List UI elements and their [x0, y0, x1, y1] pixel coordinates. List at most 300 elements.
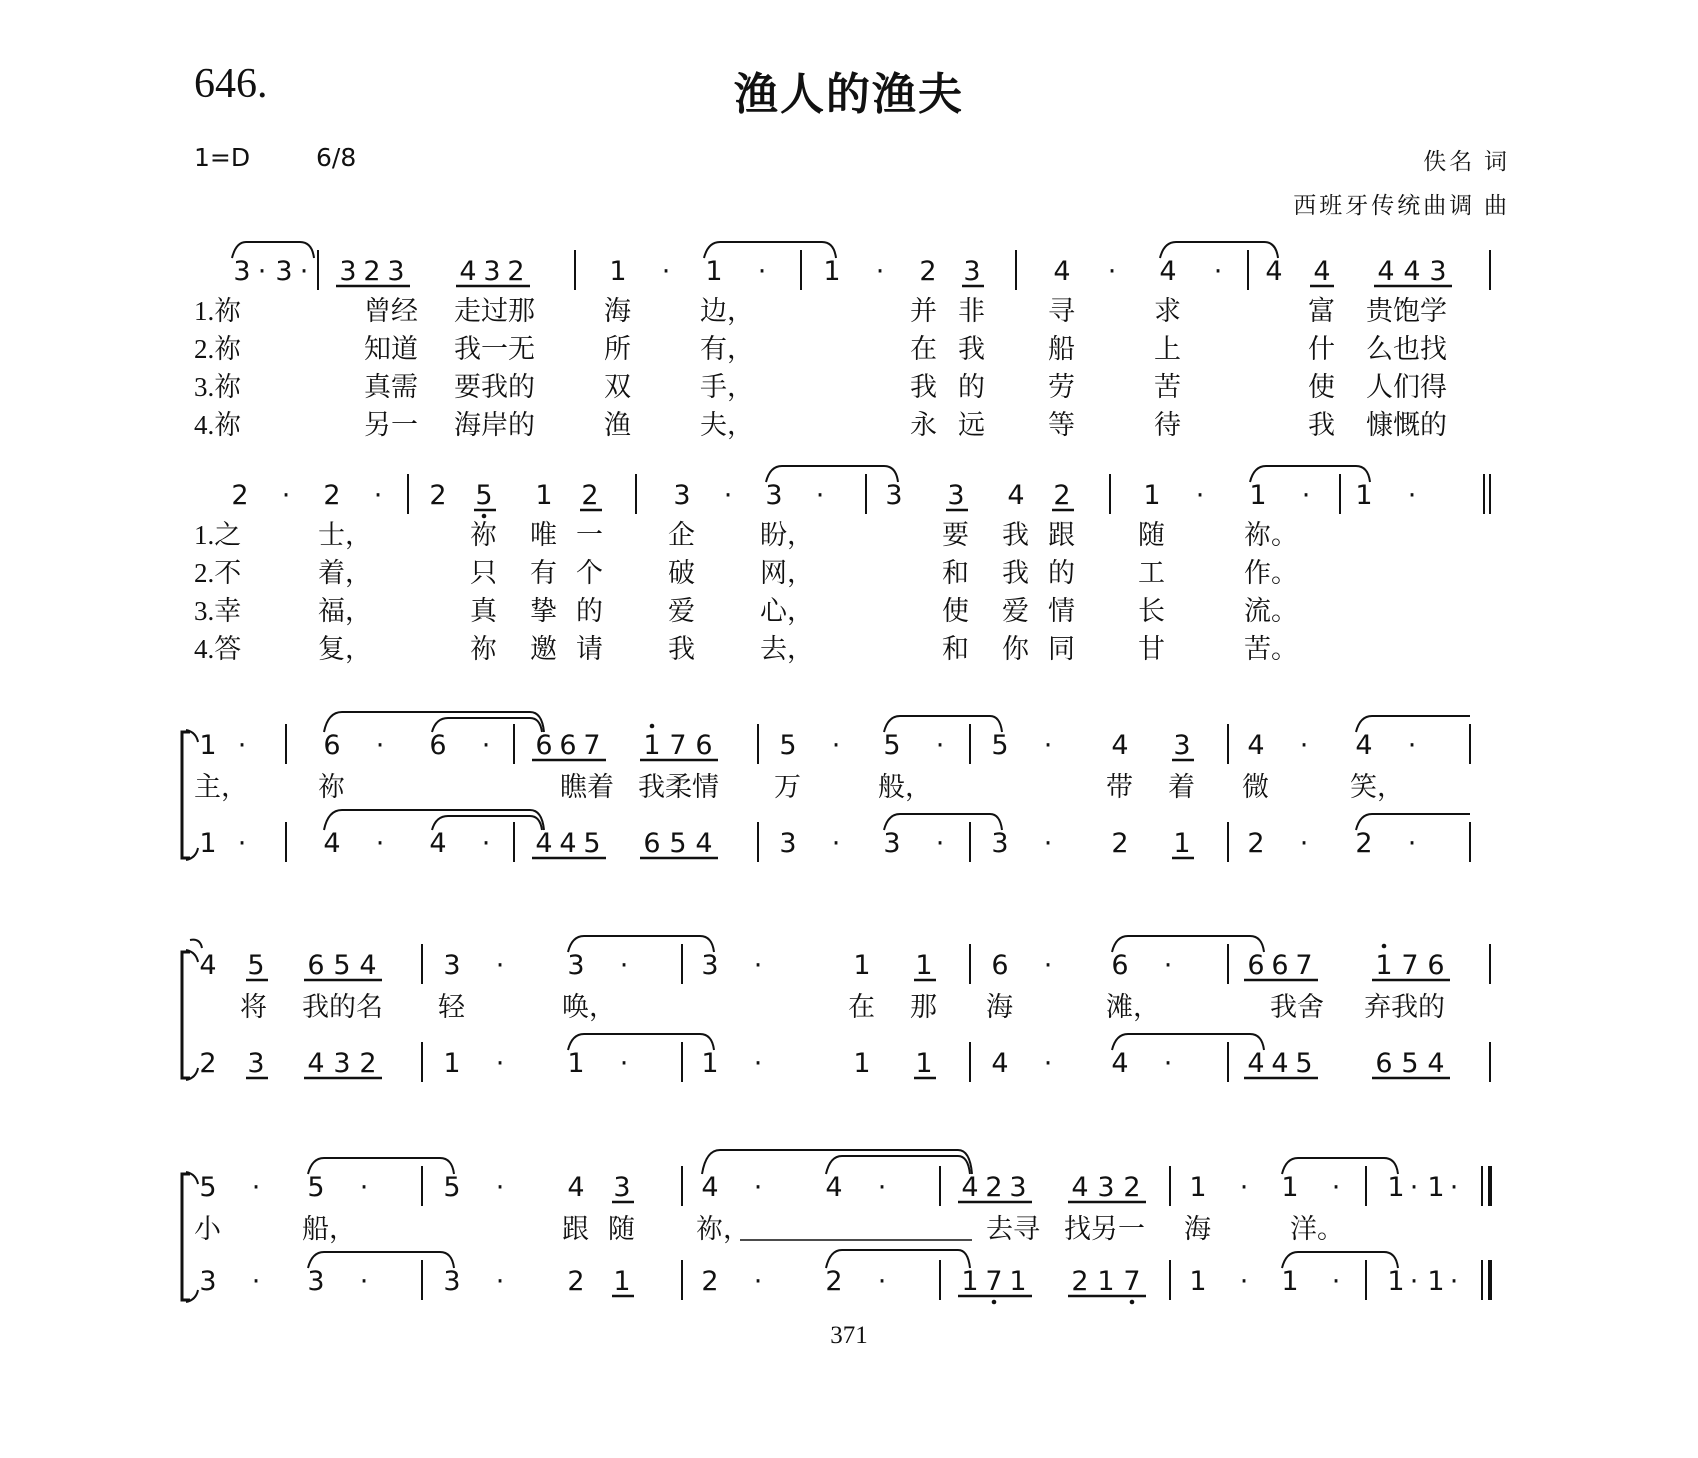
svg-text:·: ·: [619, 950, 629, 981]
svg-text:5: 5: [199, 1172, 217, 1203]
svg-text:并: 并: [910, 296, 937, 326]
svg-text:6: 6: [1111, 950, 1129, 981]
svg-text:1: 1: [1427, 1266, 1445, 1297]
svg-text:·: ·: [1043, 1048, 1053, 1079]
svg-text:4: 4: [1111, 730, 1129, 761]
svg-text:·: ·: [831, 730, 841, 761]
svg-text:将: 将: [240, 992, 267, 1022]
svg-text:·: ·: [1331, 1172, 1341, 1203]
svg-text:·: ·: [831, 828, 841, 859]
svg-text:长: 长: [1138, 596, 1165, 626]
system-3: [182, 712, 1470, 862]
svg-text:4: 4: [199, 950, 217, 981]
svg-text:1: 1: [1143, 480, 1161, 511]
svg-text:4: 4: [1265, 256, 1283, 287]
svg-text:复，: 复，: [318, 634, 372, 664]
svg-text:作。: 作。: [1244, 558, 1298, 588]
svg-text:轻: 轻: [438, 992, 465, 1022]
svg-text:·: ·: [251, 1266, 261, 1297]
svg-text:寻: 寻: [1048, 296, 1075, 326]
svg-text:6: 6: [1271, 950, 1289, 981]
svg-text:要: 要: [942, 520, 969, 550]
svg-text:海: 海: [986, 992, 1013, 1022]
svg-text:企: 企: [668, 520, 695, 550]
svg-text:去，: 去，: [760, 634, 814, 664]
svg-text:1: 1: [1281, 1172, 1299, 1203]
svg-text:7: 7: [669, 730, 687, 761]
svg-text:2: 2: [919, 256, 937, 287]
system-5: [182, 1150, 1490, 1304]
svg-text:3.祢: 3.祢: [194, 372, 242, 402]
svg-text:4: 4: [429, 828, 447, 859]
hymn-number: 646.: [194, 61, 268, 107]
svg-text:·: ·: [495, 1048, 505, 1079]
svg-text:·: ·: [495, 1266, 505, 1297]
svg-text:1: 1: [823, 256, 841, 287]
svg-text:2: 2: [1071, 1266, 1089, 1297]
svg-text:·: ·: [1409, 1266, 1419, 1297]
svg-text:6: 6: [991, 950, 1009, 981]
svg-text:爱: 爱: [1002, 596, 1029, 626]
svg-text:5: 5: [443, 1172, 461, 1203]
svg-text:1: 1: [1387, 1172, 1405, 1203]
svg-text:慷慨的: 慷慨的: [1366, 410, 1447, 440]
svg-text:1: 1: [915, 950, 933, 981]
composer-credit: 西班牙传统曲调 曲: [1293, 193, 1510, 218]
svg-text:笑，: 笑，: [1350, 772, 1404, 802]
svg-text:找另一: 找另一: [1064, 1214, 1145, 1244]
svg-text:1.之: 1.之: [194, 520, 242, 550]
svg-text:·: ·: [495, 950, 505, 981]
svg-text:·: ·: [935, 730, 945, 761]
svg-text:邀: 邀: [530, 634, 557, 664]
svg-text:3: 3: [339, 256, 357, 287]
svg-text:祢，: 祢，: [696, 1214, 750, 1244]
svg-text:·: ·: [481, 828, 491, 859]
svg-text:1: 1: [1173, 828, 1191, 859]
verse-lyrics: [194, 520, 1298, 664]
svg-text:福，: 福，: [318, 596, 372, 626]
svg-text:·: ·: [935, 828, 945, 859]
svg-text:士，: 士，: [318, 520, 372, 550]
svg-text:2: 2: [825, 1266, 843, 1297]
svg-text:3: 3: [885, 480, 903, 511]
svg-text:海: 海: [1184, 1214, 1211, 1244]
svg-text:船: 船: [1048, 334, 1075, 364]
svg-text:个: 个: [576, 558, 603, 588]
svg-text:我的名: 我的名: [302, 992, 383, 1022]
svg-text:3: 3: [883, 828, 901, 859]
svg-text:·: ·: [359, 1266, 369, 1297]
svg-text:·: ·: [1163, 950, 1173, 981]
svg-text:1: 1: [1281, 1266, 1299, 1297]
svg-text:主，: 主，: [194, 772, 248, 802]
svg-text:另一: 另一: [364, 410, 418, 440]
svg-text:3: 3: [247, 1048, 265, 1079]
svg-text:6: 6: [1375, 1048, 1393, 1079]
svg-text:·: ·: [723, 480, 733, 511]
svg-text:·: ·: [753, 1266, 763, 1297]
svg-text:知道: 知道: [364, 334, 418, 364]
svg-text:4: 4: [1377, 256, 1395, 287]
svg-text:4: 4: [567, 1172, 585, 1203]
svg-text:2: 2: [1111, 828, 1129, 859]
svg-text:6: 6: [429, 730, 447, 761]
svg-text:2: 2: [199, 1048, 217, 1079]
svg-text:7: 7: [985, 1266, 1003, 1297]
notation-row: [231, 466, 1490, 518]
svg-text:4: 4: [1313, 256, 1331, 287]
svg-text:4: 4: [559, 828, 577, 859]
svg-text:4: 4: [1247, 730, 1265, 761]
svg-text:7: 7: [1123, 1266, 1141, 1297]
svg-text:·: ·: [1195, 480, 1205, 511]
svg-text:心，: 心，: [760, 596, 814, 626]
svg-text:6: 6: [323, 730, 341, 761]
svg-text:在: 在: [848, 992, 875, 1022]
svg-text:4.答: 4.答: [194, 634, 242, 664]
svg-text:2: 2: [323, 480, 341, 511]
svg-text:破: 破: [668, 558, 695, 588]
svg-text:随: 随: [608, 1214, 635, 1244]
svg-text:·: ·: [753, 950, 763, 981]
svg-text:船，: 船，: [302, 1214, 356, 1244]
svg-text:·: ·: [495, 1172, 505, 1203]
svg-text:1: 1: [1097, 1266, 1115, 1297]
svg-text:2: 2: [359, 1048, 377, 1079]
svg-text:3: 3: [233, 256, 251, 287]
svg-text:我: 我: [1002, 558, 1029, 588]
svg-text:2: 2: [985, 1172, 1003, 1203]
svg-text:着，: 着，: [318, 558, 372, 588]
svg-text:盼，: 盼，: [760, 520, 814, 550]
svg-text:3: 3: [613, 1172, 631, 1203]
svg-text:1: 1: [705, 256, 723, 287]
svg-text:2: 2: [1355, 828, 1373, 859]
svg-text:2: 2: [231, 480, 249, 511]
svg-text:3: 3: [307, 1266, 325, 1297]
svg-text:·: ·: [299, 256, 309, 287]
svg-text:6: 6: [643, 828, 661, 859]
svg-text:1: 1: [1189, 1172, 1207, 1203]
svg-text:带: 带: [1106, 772, 1133, 802]
svg-text:6: 6: [559, 730, 577, 761]
svg-text:·: ·: [237, 828, 247, 859]
svg-text:1: 1: [643, 730, 661, 761]
svg-text:·: ·: [1407, 480, 1417, 511]
svg-text:1: 1: [915, 1048, 933, 1079]
svg-text:祢。: 祢。: [1244, 520, 1298, 550]
svg-text:曾经: 曾经: [364, 296, 418, 326]
svg-text:万: 万: [774, 772, 801, 802]
svg-text:1: 1: [1387, 1266, 1405, 1297]
svg-text:5: 5: [583, 828, 601, 859]
svg-text:去寻: 去寻: [986, 1214, 1040, 1244]
svg-text:6: 6: [535, 730, 553, 761]
svg-text:3: 3: [199, 1266, 217, 1297]
svg-text:劳: 劳: [1048, 372, 1075, 402]
svg-text:微: 微: [1242, 772, 1269, 802]
svg-text:和: 和: [942, 558, 969, 588]
svg-text:·: ·: [619, 1048, 629, 1079]
svg-text:流。: 流。: [1244, 596, 1298, 626]
svg-text:4: 4: [991, 1048, 1009, 1079]
svg-text:·: ·: [753, 1172, 763, 1203]
svg-text:么也找: 么也找: [1366, 334, 1447, 364]
svg-text:甘: 甘: [1138, 634, 1165, 664]
svg-text:小: 小: [194, 1214, 221, 1244]
svg-text:1: 1: [1009, 1266, 1027, 1297]
svg-text:4.祢: 4.祢: [194, 410, 242, 440]
svg-text:·: ·: [1043, 730, 1053, 761]
svg-text:6: 6: [695, 730, 713, 761]
svg-text:5: 5: [669, 828, 687, 859]
svg-text:我柔情: 我柔情: [638, 772, 719, 802]
svg-text:求: 求: [1154, 296, 1181, 326]
svg-text:5: 5: [1295, 1048, 1313, 1079]
svg-text:·: ·: [1299, 730, 1309, 761]
svg-text:苦。: 苦。: [1244, 634, 1298, 664]
svg-text:般，: 般，: [878, 772, 932, 802]
svg-text:和: 和: [942, 634, 969, 664]
svg-text:1: 1: [1189, 1266, 1207, 1297]
svg-text:的: 的: [576, 596, 603, 626]
svg-text:海岸的: 海岸的: [454, 410, 535, 440]
svg-text:唤，: 唤，: [562, 992, 616, 1022]
svg-text:4: 4: [1159, 256, 1177, 287]
svg-text:情: 情: [1048, 596, 1075, 626]
svg-text:走过那: 走过那: [454, 296, 535, 326]
svg-text:网，: 网，: [760, 558, 814, 588]
svg-text:1: 1: [567, 1048, 585, 1079]
svg-text:7: 7: [1401, 950, 1419, 981]
svg-text:3: 3: [947, 480, 965, 511]
svg-text:跟: 跟: [562, 1214, 589, 1244]
svg-text:5: 5: [779, 730, 797, 761]
svg-text:4: 4: [323, 828, 341, 859]
svg-text:只: 只: [470, 558, 497, 588]
svg-text:4: 4: [1247, 1048, 1265, 1079]
svg-text:·: ·: [875, 256, 885, 287]
verse-lyrics: [194, 296, 1447, 440]
svg-text:·: ·: [1449, 1172, 1459, 1203]
svg-text:1: 1: [613, 1266, 631, 1297]
svg-text:4: 4: [359, 950, 377, 981]
svg-text:3: 3: [1097, 1172, 1115, 1203]
svg-text:远: 远: [958, 410, 985, 440]
svg-text:永: 永: [910, 410, 937, 440]
svg-text:·: ·: [1043, 950, 1053, 981]
svg-text:3: 3: [333, 1048, 351, 1079]
svg-text:6: 6: [1427, 950, 1445, 981]
svg-text:富: 富: [1308, 296, 1335, 326]
svg-text:·: ·: [1213, 256, 1223, 287]
svg-text:·: ·: [753, 1048, 763, 1079]
svg-text:2: 2: [701, 1266, 719, 1297]
svg-text:我: 我: [668, 634, 695, 664]
svg-text:一: 一: [576, 520, 603, 550]
svg-text:挚: 挚: [530, 596, 557, 626]
svg-text:·: ·: [1239, 1172, 1249, 1203]
svg-text:·: ·: [373, 480, 383, 511]
svg-text:3: 3: [673, 480, 691, 511]
svg-text:·: ·: [1239, 1266, 1249, 1297]
svg-text:着: 着: [1168, 772, 1195, 802]
svg-text:随: 随: [1138, 520, 1165, 550]
svg-text:4: 4: [459, 256, 477, 287]
svg-text:·: ·: [1331, 1266, 1341, 1297]
svg-text:我: 我: [1308, 410, 1335, 440]
svg-text:1: 1: [443, 1048, 461, 1079]
svg-text:祢: 祢: [470, 634, 497, 664]
svg-text:3: 3: [779, 828, 797, 859]
svg-text:3: 3: [567, 950, 585, 981]
svg-text:有: 有: [530, 558, 557, 588]
svg-text:弃我的: 弃我的: [1364, 992, 1445, 1022]
svg-text:瞧着: 瞧着: [560, 772, 614, 802]
svg-text:·: ·: [1449, 1266, 1459, 1297]
svg-text:·: ·: [281, 480, 291, 511]
svg-text:2: 2: [567, 1266, 585, 1297]
svg-text:真需: 真需: [364, 372, 418, 402]
svg-text:3: 3: [1173, 730, 1191, 761]
svg-text:3: 3: [1009, 1172, 1027, 1203]
svg-text:6: 6: [1247, 950, 1265, 981]
svg-text:3: 3: [1429, 256, 1447, 287]
svg-text:3: 3: [701, 950, 719, 981]
svg-text:祢: 祢: [470, 520, 497, 550]
time-signature: 6/8: [316, 143, 357, 172]
svg-text:4: 4: [1271, 1048, 1289, 1079]
svg-text:洋。: 洋。: [1290, 1214, 1344, 1244]
svg-text:在: 在: [910, 334, 937, 364]
svg-text:苦: 苦: [1154, 372, 1181, 402]
svg-text:我舍: 我舍: [1270, 992, 1324, 1022]
svg-text:2.祢: 2.祢: [194, 334, 242, 364]
svg-text:·: ·: [1407, 730, 1417, 761]
svg-text:5: 5: [307, 1172, 325, 1203]
svg-text:1: 1: [701, 1048, 719, 1079]
svg-text:1: 1: [199, 730, 217, 761]
svg-text:夫，: 夫，: [700, 410, 754, 440]
svg-text:4: 4: [1053, 256, 1071, 287]
svg-text:1: 1: [609, 256, 627, 287]
svg-text:那: 那: [910, 992, 937, 1022]
svg-text:·: ·: [375, 828, 385, 859]
svg-text:·: ·: [1407, 828, 1417, 859]
svg-text:唯: 唯: [530, 520, 557, 550]
svg-text:2: 2: [1123, 1172, 1141, 1203]
svg-text:等: 等: [1048, 410, 1075, 440]
svg-text:1: 1: [1249, 480, 1267, 511]
svg-text:·: ·: [481, 730, 491, 761]
svg-text:1: 1: [1355, 480, 1373, 511]
svg-text:跟: 跟: [1048, 520, 1075, 550]
svg-text:1: 1: [199, 828, 217, 859]
svg-text:·: ·: [1299, 828, 1309, 859]
svg-text:·: ·: [375, 730, 385, 761]
svg-text:非: 非: [958, 296, 985, 326]
svg-text:3: 3: [483, 256, 501, 287]
svg-text:4: 4: [1111, 1048, 1129, 1079]
svg-text:1: 1: [853, 950, 871, 981]
svg-text:1: 1: [535, 480, 553, 511]
svg-text:7: 7: [1295, 950, 1313, 981]
svg-text:什: 什: [1308, 334, 1335, 364]
svg-text:1: 1: [961, 1266, 979, 1297]
svg-text:6: 6: [307, 950, 325, 981]
svg-text:·: ·: [661, 256, 671, 287]
svg-text:4: 4: [1007, 480, 1025, 511]
svg-text:请: 请: [576, 634, 603, 664]
svg-text:真: 真: [470, 596, 497, 626]
svg-text:3.幸: 3.幸: [194, 596, 242, 626]
svg-text:我: 我: [1002, 520, 1029, 550]
svg-text:3: 3: [387, 256, 405, 287]
svg-text:·: ·: [359, 1172, 369, 1203]
lyricist-credit: 佚名 词: [1423, 149, 1510, 174]
svg-text:所: 所: [604, 334, 631, 364]
svg-text:·: ·: [877, 1266, 887, 1297]
svg-text:7: 7: [583, 730, 601, 761]
svg-text:我一无: 我一无: [454, 334, 535, 364]
svg-text:4: 4: [961, 1172, 979, 1203]
svg-text:我: 我: [910, 372, 937, 402]
svg-text:使: 使: [1308, 372, 1335, 402]
svg-text:3: 3: [443, 1266, 461, 1297]
svg-text:·: ·: [877, 1172, 887, 1203]
svg-text:人们得: 人们得: [1366, 372, 1447, 402]
svg-text:贵饱学: 贵饱学: [1366, 296, 1447, 326]
svg-text:1: 1: [1375, 950, 1393, 981]
svg-text:4: 4: [307, 1048, 325, 1079]
svg-text:你: 你: [1002, 634, 1029, 664]
svg-text:2: 2: [581, 480, 599, 511]
svg-text:5: 5: [247, 950, 265, 981]
svg-text:·: ·: [237, 730, 247, 761]
svg-text:2: 2: [363, 256, 381, 287]
svg-text:1: 1: [1427, 1172, 1445, 1203]
svg-text:3: 3: [765, 480, 783, 511]
svg-text:5: 5: [1401, 1048, 1419, 1079]
svg-text:要我的: 要我的: [454, 372, 535, 402]
svg-text:·: ·: [1163, 1048, 1173, 1079]
key-signature: 1=D: [194, 143, 251, 172]
svg-text:工: 工: [1138, 558, 1165, 588]
svg-text:·: ·: [1409, 1172, 1419, 1203]
svg-text:3: 3: [275, 256, 293, 287]
svg-text:4: 4: [1355, 730, 1373, 761]
svg-text:使: 使: [942, 596, 969, 626]
svg-text:渔: 渔: [604, 410, 631, 440]
svg-text:双: 双: [604, 372, 631, 402]
svg-text:我: 我: [958, 334, 985, 364]
system-1: [194, 242, 1490, 440]
svg-text:2.不: 2.不: [194, 558, 242, 588]
svg-text:4: 4: [1403, 256, 1421, 287]
svg-text:4: 4: [825, 1172, 843, 1203]
svg-text:5: 5: [991, 730, 1009, 761]
svg-text:·: ·: [257, 256, 267, 287]
svg-text:·: ·: [251, 1172, 261, 1203]
svg-text:待: 待: [1154, 410, 1181, 440]
svg-text:4: 4: [535, 828, 553, 859]
svg-text:·: ·: [1301, 480, 1311, 511]
svg-text:同: 同: [1048, 634, 1075, 664]
svg-text:3: 3: [991, 828, 1009, 859]
svg-text:5: 5: [333, 950, 351, 981]
page-number: 371: [830, 1322, 868, 1349]
